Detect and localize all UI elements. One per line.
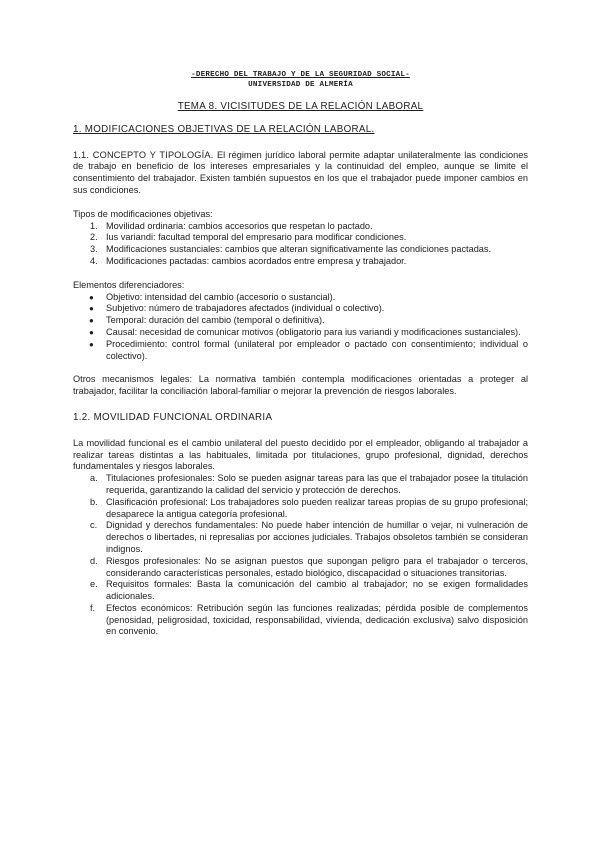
list-number: 1. [90,220,98,231]
list-item-text: Efectos económicos: Retribución según las funciones realizadas; pérdida posible de complementos (penosidad, peligrosidad, toxicidad, responsabilidad, vivienda, dedicación exclusiva) salvo disposición en convenio. [106,602,528,637]
types-label: Tipos de modificaciones objetivas: [73,208,213,219]
list-letter: e. [90,579,98,590]
list-item-text: Temporal: duración del cambio (temporal o definitiva). [106,315,325,326]
chapter-title: TEMA 8. VICISITUDES DE LA RELACIÓN LABORAL [177,101,424,112]
list-item-text: Titulaciones profesionales: Solo se pueden asignar tareas para las que el trabajador posee la titulación requerida, garantizando la calidad del servicio y protección de derechos. [106,473,528,495]
list-item [73,339,528,363]
bullet-icon: ● [89,316,94,326]
list-item [73,579,528,603]
mobility-intro-paragraph: La movilidad funcional es el cambio unilateral del puesto decidido por el empleador, obligando al trabajador a realizar tareas distintas a las habituales, limitada por titulaciones, grupo profesional, dignidad, derechos fundamentales y riesgos laborales. [73,437,528,472]
list-item-text: Movilidad ordinaria: cambios accesorios que respetan lo pactado. [106,220,373,231]
course-title: -DERECHO DEL TRABAJO Y DE LA SEGURIDAD SOCIAL- [191,71,410,79]
list-item [73,315,528,327]
elements-label: Elementos diferenciadores: [73,279,185,290]
bullet-icon: ● [89,339,94,349]
list-item-text: Causal: necesidad de comunicar motivos (obligatorio para ius variandi y modificaciones sustanciales). [106,326,521,337]
list-item-text: Modificaciones pactadas: cambios acordados entre empresa y trabajador. [106,255,407,266]
list-letter: a. [90,473,98,484]
types-list [73,221,528,268]
section-heading-1-2: 1.2. MOVILIDAD FUNCIONAL ORDINARIA [73,411,273,423]
list-item [73,244,528,256]
list-item-text: Objetivo: intensidad del cambio (accesorio o sustancial). [106,291,336,302]
list-item-text: Riesgos profesionales: No se asignan puestos que supongan peligro para el trabajador o terceros, considerando características personales, estado biológico, discapacidad o situaciones transitorias. [106,555,528,578]
elements-list [73,292,528,363]
list-number: 4. [90,255,98,266]
list-number: 2. [90,232,98,243]
list-item-text: Subjetivo: número de trabajadores afectados (individual o colectivo). [106,303,385,314]
bullet-icon: ● [89,327,94,337]
list-item-text: Dignidad y derechos fundamentales: No puede haber intención de humillar o vejar, ni vulneración de derechos o libertades, ni represalias por acciones judiciales. Trabajos obsoletos también se consideran indignos. [106,520,528,554]
section-heading-1: 1. MODIFICACIONES OBJETIVAS DE LA RELACIÓN LABORAL. [73,123,375,135]
intro-paragraph [73,150,528,197]
list-item [73,473,528,497]
list-item [73,556,528,580]
list-item [73,497,528,521]
subsection-title-1-1: 1.1. CONCEPTO Y TIPOLOGÍA. [73,149,214,160]
list-item [73,256,528,268]
university-name: UNIVERSIDAD DE ALMERÍA [248,81,353,89]
list-item [73,292,528,304]
list-item [73,303,528,315]
list-letter: c. [90,520,98,531]
bullet-icon: ● [89,304,94,314]
document-page [73,70,528,638]
list-letter: b. [90,496,98,507]
list-item-text: Clasificación profesional: Los trabajadores solo pueden realizar tareas propias de su grupo profesional; desaparece la antigua categoría profesional. [106,496,528,519]
limits-list [73,473,528,638]
other-mechanisms-paragraph: Otros mecanismos legales: La normativa también contempla modificaciones orientadas a proteger al trabajador, facilitar la conciliación laboral-familiar o mejorar la prevención de riesgos laborales. [73,374,528,397]
list-item-text: Procedimiento: control formal (unilateral por empleador o pactado con consentimiento; individual o colectivo). [106,338,528,361]
list-letter: d. [90,555,98,566]
list-item-text: Requisitos formales: Basta la comunicación del cambio al trabajador; no se exigen formalidades adicionales. [106,579,528,602]
bullet-icon: ● [89,292,94,302]
document-header [73,70,528,90]
list-item-text: Ius variandi: facultad temporal del empresario para modificar condiciones. [106,232,407,243]
list-item [73,232,528,244]
list-item-text: Modificaciones sustanciales: cambios que alteran significativamente las condiciones pactadas. [106,244,492,255]
list-letter: f. [90,602,96,613]
list-item [73,221,528,233]
list-item [73,520,528,555]
intro-text: El régimen jurídico laboral permite adaptar unilateralmente las condiciones de trabajo en beneficio de los intereses empresariales y la continuidad del empleo, aunque se limite el consentimiento del trabajador. Existen también supuestos en los que el trabajador puede imponer cambios en sus condiciones. [73,149,528,195]
list-item [73,327,528,339]
list-item [73,603,528,638]
list-number: 3. [90,244,98,255]
